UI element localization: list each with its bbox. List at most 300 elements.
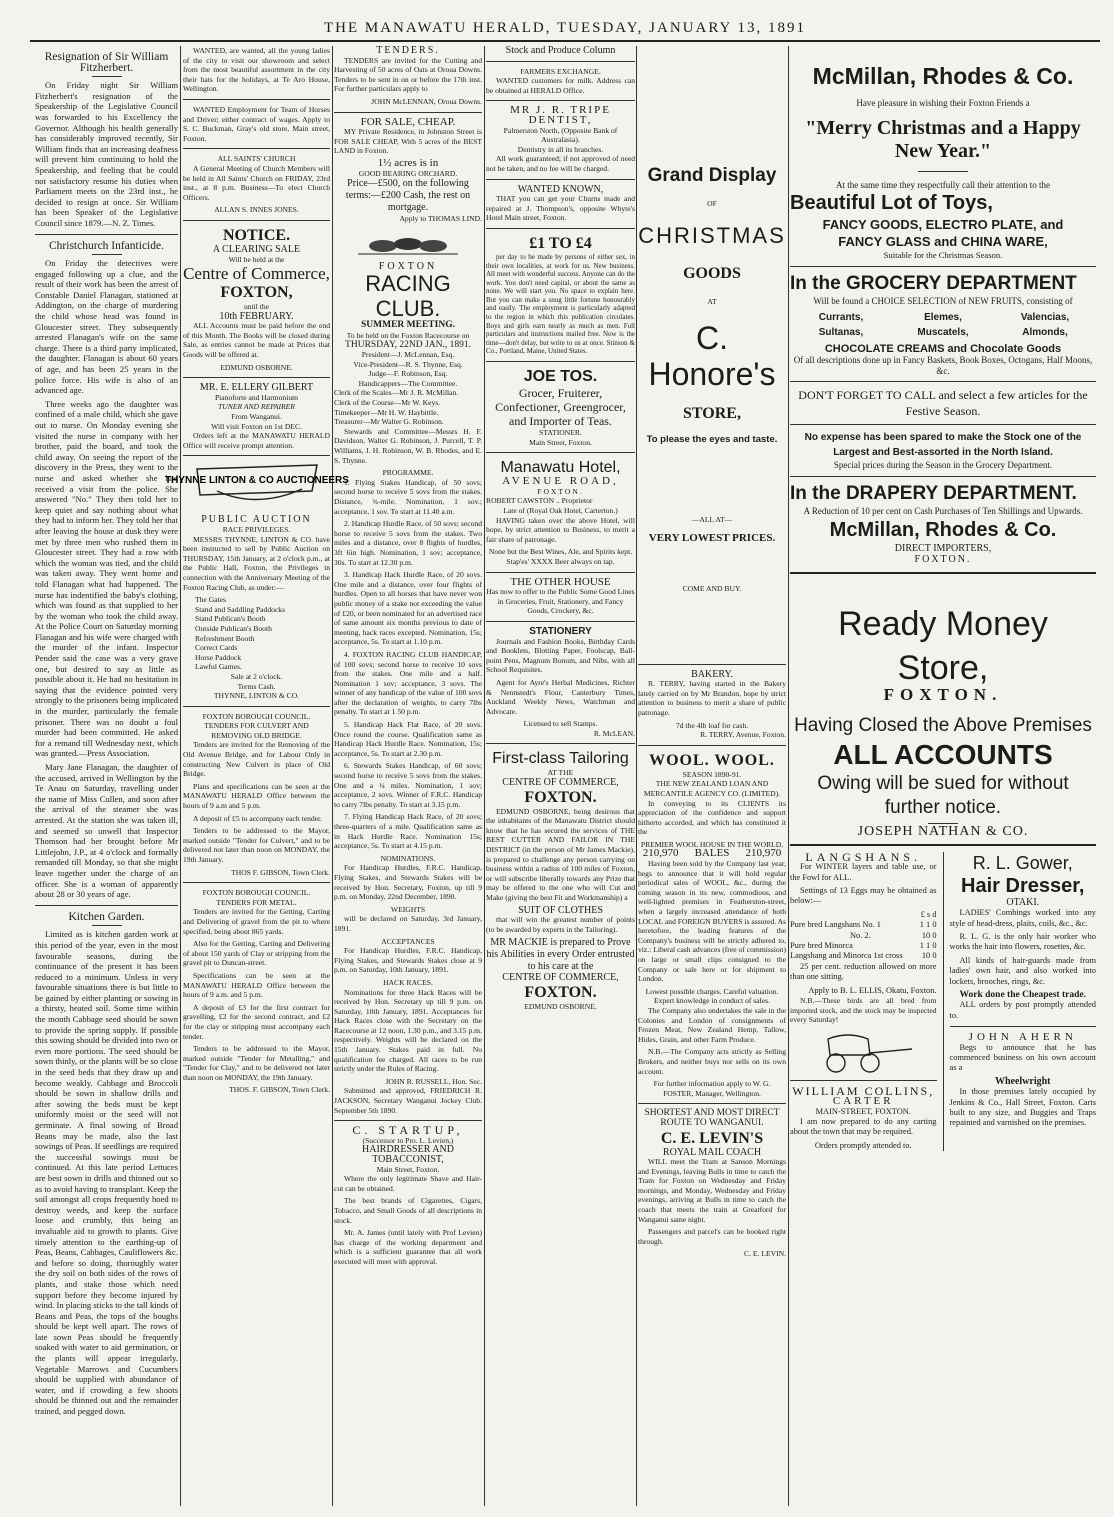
- ad-text: (Successor to Pro. L. Levien,): [362, 1135, 454, 1145]
- ad-heading: MR. E. ELLERY GILBERT: [199, 382, 314, 394]
- ad-heading: WOOL. WOOL.: [649, 751, 775, 769]
- ad-text: DIRECT IMPORTERS,: [894, 543, 992, 555]
- fruit-item: Elemes,: [924, 312, 962, 324]
- ad-text: WANTED, are wanted, all the young ladies of the city to visit our showroom and select from the most beautiful assortment in the city their hats for the holidays, at Te Aro House, Wellington.: [183, 46, 330, 94]
- divider: [486, 100, 635, 101]
- price-value: 10 0: [921, 951, 937, 961]
- programme-item: 1. Flying Stakes Handicap, of 50 sovs; second horse to receive 5 sovs from the stakes. Distance, ¾-mile. Nomination, 1 sov.; acceptance, 1 sov. To start at 11.40 a.m.: [334, 477, 482, 516]
- ad-text: Have pleasure in wishing their Foxton Friends a: [856, 98, 1030, 108]
- divider: [950, 1026, 1097, 1027]
- ad-text: MY Private Residence, in Johnston Street is FOR SALE CHEAP, With 5 acres of the BEST LAND in Foxton.: [334, 127, 482, 156]
- ad-text: Special prices during the Season in the Grocery Department.: [833, 460, 1053, 471]
- ad-text: EDMUND OSBORNE, being desirous that the inhabitants of the Manawatu District should know that he has secured the services of THE BEST CUTTER AND FAILOR IN THE DISTRICT (in the person of Mr James Mackie), is prepared to challenge any person carrying on business within a radius of 100 miles of Foxton, or will subscribe liberally towards any Prize that may be offered to the one who will Cut and Make (giving the best Fit and Workmanship) a: [486, 806, 635, 902]
- ad-text: Tenders to be addressed to the Mayor, marked outside "Tender for Culvert," and to be delivered not later than noon on MONDAY, the 19th January.: [183, 826, 330, 864]
- ad-text: Suitable for the Christmas Season.: [883, 250, 1003, 261]
- divider: [790, 424, 1096, 425]
- divider: [790, 1080, 937, 1081]
- column-3: [334, 46, 482, 1506]
- ad-text: ROBERT CAWSTON .. Proprietor: [486, 496, 593, 506]
- ad-text: AT: [707, 296, 717, 306]
- ad-subheading: ROYAL MAIL COACH: [662, 1146, 762, 1158]
- ad-text: Submitted and approved, FRIEDRICH R. JACKSON, Secretary Wanganui Jockey Club. September 5th 1890.: [334, 1086, 482, 1115]
- divider: [486, 572, 635, 573]
- ad-text: A Reduction of 10 per cent on Cash Purchases of Ten Shillings and Upwards.: [803, 505, 1083, 516]
- ad-text: Palmerston North, (Opposite Bank of Australasia).: [503, 125, 618, 145]
- bales-label: BALES: [694, 847, 730, 860]
- divider: [638, 1103, 786, 1104]
- ad-signature: R. McLEAN.: [593, 728, 635, 738]
- ad-text: Specifications can be seen at the MANAWATU HERALD Office between the hours of 9 a.m. and 5 p.m.: [183, 970, 330, 1000]
- ad-heading: FOR SALE, CHEAP.: [360, 115, 456, 128]
- ad-text: PREMIER WOOL HOUSE IN THE WORLD,: [640, 839, 784, 849]
- ad-text: The Company also undertakes the sale in the Colonies and London of consignments of Frozen Meat, New Zealand Hemp, Tallow, Hides, Grain, and other Farm Produce.: [638, 1005, 786, 1044]
- price-label: Langshang and Minorca 1st cross: [790, 951, 903, 961]
- fruit-list: [790, 310, 1096, 340]
- column-divider: [332, 46, 333, 1506]
- list-item: Horse Paddock: [195, 652, 242, 662]
- official: Clerk of the Course—Mr W. Keys.: [334, 398, 441, 408]
- ad-heading: Ready Money Store,: [838, 604, 1048, 687]
- ad-subheading: SUMMER MEETING.: [361, 320, 455, 331]
- fruit-item: Almonds,: [1022, 327, 1068, 339]
- ad-text: that will win the greatest number of points (to be awarded by experts in the Tailoring).: [486, 915, 635, 934]
- divider: [183, 455, 330, 456]
- programme-item: 6. Stewards Stakes Handicap, of 60 sovs; second horse to receive 5 sovs from the stakes. One and a ¼ miles. Nomination, 1 sov; acceptance, 2 sovs. Winner of F.R.C. Handicap to carry 7lbs penalty. To start at 3.15 p.m.: [334, 761, 482, 809]
- ad-signature: THYNNE, LINTON & CO.: [213, 691, 300, 701]
- firm-name: McMillan, Rhodes & Co.: [812, 63, 1074, 89]
- price-header: £ s d: [920, 909, 937, 919]
- divider: [183, 99, 330, 100]
- ad-heading: C. E. LEVIN'S: [660, 1129, 764, 1147]
- ad-signature: EDMUND OSBORNE.: [524, 1001, 597, 1011]
- ad-text: until the: [243, 302, 270, 312]
- ad-heading: PUBLIC AUCTION: [201, 514, 312, 526]
- divider: [92, 254, 122, 255]
- ad-text: STATIONER.: [539, 428, 582, 438]
- divider: [35, 234, 178, 235]
- ad-text: The best brands of Cigarettes, Cigars, Tobacco, and Small Goods of all descriptions in stock.: [334, 1196, 482, 1225]
- ad-heading: CHRISTMAS: [638, 222, 786, 248]
- ad-text: Will be found a CHOICE SELECTION of NEW FRUITS, consisting of: [813, 295, 1073, 306]
- ad-heading: In the GROCERY DEPARTMENT: [790, 272, 1077, 294]
- ad-signature: EDMUND OSBORNE.: [220, 362, 293, 372]
- ad-signature: JOHN McLENNAN, Oroua Downs.: [371, 96, 482, 106]
- ad-text: In those premises lately occupied by Jenkins & Co., Hall Street, Foxton. Carts built to any size, and Buggies and Traps repainted and varnished on the premises.: [949, 1087, 1096, 1128]
- ad-text: —ALL AT—: [691, 514, 733, 524]
- ad-text: OF: [707, 199, 717, 208]
- ad-text: 1½ acres is in: [377, 156, 439, 169]
- ad-text: All work guaranteed; if not approved of need not be taken, and no fee will be charged.: [486, 154, 635, 173]
- auction-list: [183, 595, 330, 672]
- list-item: The Gates: [195, 595, 226, 605]
- masthead: [30, 20, 1100, 37]
- article-heading: Kitchen Garden.: [68, 910, 145, 923]
- langshans-ad: [790, 849, 937, 1152]
- ad-text: A deposit of £3 for the first contract for gravelling, £2 for the second contract, and £2 for the clay or stripping must accompany each tender.: [183, 1002, 330, 1041]
- ad-text: Journals and Fashion Books, Birthday Cards and Booklets, Blotting Paper, Foolscap, Ball-point Pens, Magnum Bonum, and Nibs, with all School Requisites.: [486, 636, 635, 675]
- ad-signature: Apply to THOMAS LIND.: [399, 214, 482, 224]
- divider: [486, 61, 635, 62]
- ad-heading: THE OTHER HOUSE: [510, 575, 611, 588]
- article-text: On Friday night Sir William Fitzherbert's resignation of the Speakership of the Legislative Council was forwarded to his Excellency the Governor. Although his health generally has considerably improved recently, Sir William finds that an increasing deafness will prevent him continuing to hold the Speakership, and feeling that he could not satisfactory resume his duties when Parliament meets on the 23rd inst., he decided to resign at once. Sir William has been Speaker of the Legislative Council since 1879.—N. Z. Times.: [35, 80, 178, 228]
- ad-text: Begs to announce that he has commenced business on his own account as a: [949, 1042, 1096, 1073]
- price-label: No. 2.: [850, 930, 871, 940]
- price-row: [790, 941, 937, 951]
- ad-text: To be held on the Foxton Racecourse on: [346, 330, 470, 340]
- ad-subheading: Having Closed the Above Premises: [794, 715, 1092, 737]
- price-value: 1 1 0: [919, 920, 937, 930]
- ad-heading: VERY LOWEST PRICES.: [648, 532, 776, 545]
- ad-text: R. L. G. is the only hair worker who works the hair into flowers, rosettes, &c.: [949, 931, 1096, 952]
- ad-heading: BAKERY.: [691, 668, 733, 680]
- racehorses-illustration: [353, 228, 463, 258]
- ad-text: Lowest possible charges. Careful valuation. Expert knowledge in conduct of sales.: [645, 986, 779, 1006]
- ad-subheading: ACCEPTANCES: [381, 936, 435, 946]
- ad-text: WILL meet the Tram at Sanson Mornings and Evenings, leaving Bulls in time to catch the Tram for Foxton on Wednesday and Friday mornings, and Monday, Wednesday and Friday evenings, arriving at Bulls in time to catch the coach that meets the train at Greatford for Wanganui same night.: [638, 1157, 786, 1224]
- divider: [790, 844, 1096, 846]
- ad-heading: WANTED KNOWN,: [517, 183, 604, 195]
- ad-text: Will be held at the: [228, 254, 285, 264]
- ad-heading: FOXTON BOROUGH COUNCIL.: [202, 888, 311, 898]
- column-divider: [484, 46, 485, 1506]
- section-heading: Stock and Produce Column: [505, 45, 616, 56]
- ad-subheading: THE NEW ZEALAND LOAN AND MERCANTILE AGENCY CO. (LIMITED).: [643, 779, 781, 798]
- ad-text: 7d the 4lb loaf for cash.: [675, 720, 749, 730]
- ad-signature: JOHN R. RUSSELL, Hon. Sec.: [385, 1076, 482, 1086]
- ad-text: Mr. A. James (until lately with Prof Levien) has charge of the working department and which is a sufficient guarantee that all work executed will meet with approval.: [334, 1228, 482, 1266]
- price-label: Pure bred Langshans No. 1: [790, 920, 881, 930]
- column-divider: [636, 46, 637, 1506]
- ad-heading: FOXTON.: [524, 983, 597, 1001]
- article-text: Three weeks ago the daughter was confined of a male child, which she gave out to nurse. On Monday evening she visited the nurse in company with her brother, paid the board, and took the child away. On seeing the report of the discovery in the Press, they went to the nurse and asked whether she had received a visit from the police. She answered "No." They then told her to keep quiet and say nothing about what they had to inform her. They told her that after leaving the house at dusk they were met by three men who rushed them in Gloucester street. They had a row with which the woman was tied, and the child was taken away. They went home and told Flanagan what had happened. The nurse has indentified the baby's clothing, which was found as that supplied to her by the woman who took the child away. At the Police Court on Saturday morning Flanagan and his wife were charged with the murder of the infant. Inspector Pender said the case was a very grave one, but desired to say as little as possible about it. He had no hesitation in saying that the evidence pointed very strongly to the prisoners being implicated in the murder, particularly the female prisoner. There was no doubt a foul murder had been committed. He asked for a remand till Wednesday next, which was granted.—Press Association.: [35, 398, 178, 759]
- list-item: Correct Cards: [195, 643, 238, 653]
- divider: [486, 179, 635, 180]
- official: Vice-President—R. S. Thynne, Esq.: [353, 359, 463, 369]
- ad-heading: Grand Display: [647, 165, 777, 186]
- ad-text: Plans and specifications can be seen at the MANAWATU HERALD Office between the hours of 9 a.m and 5 p.m.: [183, 781, 330, 811]
- ad-subheading: FANCY GOODS, ELECTRO PLATE, and: [822, 217, 1064, 233]
- ad-heading: FOXTON BOROUGH COUNCIL.: [202, 711, 311, 721]
- ad-heading: TENDERS.: [376, 45, 440, 56]
- article-text: Mary Jane Flanagan, the daughter of the accused, arrived in Wellington by the Te Anau on Saturday, travelling under the name of Miss Cullen, and soon after the arrival of the steamer she was arrested. At the station she was taken ill, and seemed so unwell that Inspector Thomson had her brought before Mr Littlejohn, J.P., at 4 o'clock and formally remanded till Monday, so that she might leave together under the charge of an officer. She is a woman of apparently about 28 or 30 years of age.: [35, 762, 178, 900]
- ad-text: ALL Accounts must be paid before the end of this Month. The Books will be closed during Sale, as entries cannot be made at Prices that Goods will be offered at.: [183, 321, 330, 360]
- ad-text: For Handicap Hurdles, F.R.C. Handicap, Flying Stakes, and Stewards Stakes will be received by Hon. Secretary, Foxton, up till 9 p.m. on Monday, 22nd December, 1890.: [334, 863, 482, 902]
- ad-text: Work done the Cheapest trade.: [959, 989, 1086, 1000]
- ad-text: DON'T FORGET TO CALL and select a few articles for the Festive Season.: [798, 388, 1088, 419]
- ad-text: I am now prepared to do any carting about the town that may be required.: [790, 1117, 937, 1137]
- ad-text: From Wanganui.: [231, 412, 282, 422]
- ad-subheading: A CLEARING SALE: [212, 243, 301, 255]
- ad-heading: FOXTON.: [524, 788, 597, 806]
- fruit-item: Sultanas,: [818, 327, 864, 339]
- ad-text: Terms Cash.: [237, 681, 276, 691]
- ad-text: Orders left at the MANAWATU HERALD Office will receive prompt attention.: [183, 431, 330, 450]
- ad-text: Stewards and Committee—Messrs H. F. Davidson, Walter G. Robinson, J. Purcell, T. P. Williams, J. H. Robinson, W. B. Rhodes, and E. S. Thynne.: [334, 426, 482, 465]
- article-heading: Christchurch Infanticide.: [49, 239, 164, 252]
- ad-date: 10th FEBRUARY.: [219, 310, 294, 322]
- ad-heading: FARMERS EXCHANGE.: [520, 66, 601, 76]
- ad-heading: Hair Dresser,: [961, 874, 1085, 897]
- ad-signature: ALLAN S. INNES JONES.: [214, 205, 299, 215]
- ad-text: To please the eyes and taste.: [646, 434, 778, 446]
- divider: [334, 1120, 482, 1121]
- ad-text: No expense has been spared to make the Stock one of the Largest and Best-assorted in the North Island.: [804, 432, 1082, 459]
- ad-heading: JOHN AHERN: [968, 1031, 1077, 1044]
- divider: [486, 361, 635, 362]
- ad-text: per day to be made by persons of either sex, in their own localities, at work for us. New business. All meet with wonderful success. Anyone can do the work. You don't need capital, or about the same as none. We will start you. No space to explain here. But you can make a snug little fortune honourably and easily. The employment is particularly adapted to the region in which this publication circulates. Boys and girls earn nearly as much as men. Full particulars and instructions mailed free. Now is the time—don't delay, but write to us at once. Stinson & Co., Portland, Maine, United States.: [486, 252, 635, 356]
- spacer: [638, 46, 786, 166]
- price-value: 10 0: [921, 930, 937, 940]
- gower-ad: [943, 852, 1097, 1152]
- ad-text: N.B.—These birds are all bred from imported stock, and the stock may be inspected every Saturday!: [790, 996, 937, 1025]
- fruit-item: Muscatels,: [917, 327, 969, 339]
- divider: [486, 743, 635, 744]
- ad-subheading: NOMINATIONS.: [380, 853, 436, 863]
- ad-text: Price—£500, on the following terms:—£200 Cash, the rest on mortgage.: [345, 178, 471, 214]
- ad-heading: ALL ACCOUNTS: [833, 739, 1053, 771]
- ad-heading: Beautiful Lot of Toys,: [790, 192, 993, 215]
- ad-text: TENDERS are invited for the Cutting and Harvesting of 50 acres of Oats at Oroua Downs. Tenders to be sent in on or before the 17th inst. For further particulars apply to: [334, 55, 482, 94]
- spacer: [638, 544, 786, 584]
- ad-subheading: RACE PRIVILEGES.: [222, 525, 291, 534]
- divider: [183, 882, 330, 883]
- ad-heading: In the DRAPERY DEPARTMENT.: [790, 482, 1077, 504]
- price-label: Pure bred Minorca: [790, 940, 853, 950]
- divider: [638, 664, 786, 665]
- ad-text: AT THE: [547, 768, 574, 778]
- programme-item: 7. Flying Handicap Hack Race, of 20 sovs; three-quarters of a mile. Qualification same as in Hack Hurdle Race. Nomination 15s; acceptance, 5s. To start at 4.15 p.m.: [334, 812, 482, 851]
- ad-heading: FOXTON,: [220, 284, 293, 302]
- ad-text: will be declared on Saturday, 3rd January, 1891.: [334, 914, 482, 933]
- price-row: [790, 931, 937, 941]
- ad-subheading: TENDERS FOR CULVERT AND REMOVING OLD BRIDGE.: [204, 721, 309, 740]
- ad-text: None but the Best Wines, Ale, and Spirits kept.: [488, 547, 633, 557]
- ad-signature: JOSEPH NATHAN & CO.: [857, 824, 1029, 840]
- list-item: Refreshment Booth: [195, 633, 255, 643]
- programme-item: 2. Handicap Hurdle Race, of 50 sovs; second horse to receive 5 sovs from the stakes. Two miles and a distance, over 8 flights of hurdles, 3ft 6in high. Nomination, 1 sov; acceptance, 30s. To start at 12.30 p.m.: [334, 519, 482, 567]
- ad-subheading: CHOCOLATE CREAMS and Chocolate Goods: [824, 343, 1062, 356]
- column-divider: [788, 46, 789, 1506]
- ad-text: Settings of 13 Eggs may be obtained as below:—: [790, 885, 937, 906]
- masthead-title: THE MANAWATU HERALD, TUESDAY, JANUARY 13, 1891: [323, 20, 807, 36]
- ad-text: For WINTER layers and table use, or the Fowl for ALL.: [790, 862, 937, 882]
- divider: [183, 220, 330, 221]
- official: Handicappers—The Committee.: [358, 378, 458, 388]
- ad-subheading: WEIGHTS: [390, 904, 426, 914]
- ad-text: MESSRS THYNNE, LINTON & CO. have been instructed to sell by Public Auction on THURSDAY, 15th January, at 2 o'clock p.m., at the Public Hall, Foxton, the Privileges in connection with the Anniversary Meeting of the Foxton Racing Club, as under:—: [183, 534, 330, 592]
- ad-heading: LANGSHANS.: [805, 849, 922, 864]
- ad-text: FOXTON.: [914, 553, 972, 565]
- divider: [486, 452, 635, 453]
- ad-heading: GOODS: [683, 264, 741, 282]
- bales-row: [638, 849, 786, 859]
- ad-text: WANTED Employment for Team of Horses and Driver; either contract of wages. Apply to S. C. Buckman, Gray's old store, Main street, Foxton.: [183, 104, 330, 143]
- ad-text: A deposit of £5 to accompany each tender.: [193, 813, 323, 823]
- ad-text: ALL orders by post promptly attended to.: [949, 1000, 1096, 1020]
- ad-text: LADIES' Combings worked into any style of head-dress, plaits, coils, &c., &c.: [949, 908, 1096, 928]
- column-6: [790, 46, 1096, 1506]
- divider: [183, 706, 330, 707]
- ad-subheading: TENDERS FOR METAL.: [216, 897, 297, 907]
- ad-text: Agent for Ayre's Herbal Medicines, Richter & Nennstedt's Flour, Canterbury Times, Auckland Weekly News, Watchman and Advocate.: [486, 677, 635, 716]
- spacer: [638, 445, 786, 515]
- ad-text: TUNER AND REPAIRER: [218, 402, 295, 412]
- ad-date: THURSDAY, 22ND JAN., 1891.: [345, 339, 471, 350]
- ad-text: Main Street, Foxton.: [529, 437, 592, 447]
- auctioneers-banner-logo: [164, 461, 349, 511]
- firm-name: McMillan, Rhodes & Co.: [829, 519, 1057, 542]
- official: President—J. McLennan, Esq.: [361, 350, 455, 360]
- ad-text: Having been sold by the Company last year, begs to announce that it will hold regular periodical sales of WOOL, &c., during the coming season in its new, commodious, and well-lighted premises in Featherston-street, when a largely increased attendance of both LOCAL and FOREIGN BUYERS is assured. As heretofore, the leading features of the Company's business will be strictly adhered to, viz.: Liberal cash advances (free of commission) on large or small clips consigned to the Company or sale here or for shipment to London.: [638, 859, 787, 984]
- bales-left: 210,970: [642, 847, 679, 860]
- divider: [790, 266, 1096, 267]
- programme-item: 5. Handicap Hack Flat Race, of 20 sovs. Once round the course. Qualification same as Handicap Hack Hurdle Race. Nomination, 15s; acceptance, 5s. To start at 2.30 p.m.: [334, 720, 482, 758]
- ad-text: Has now to offer to the Public Some Good Lines in Groceries, Fruit, Stationery, and Fancy Goods, Crockery, &c.: [486, 587, 635, 616]
- ad-heading: Centre of Commerce,: [183, 264, 330, 284]
- ad-text: N.B.—The Company acts strictly as Selling Brokers, and neither buys nor sells on its own account.: [638, 1047, 786, 1076]
- article-heading: Resignation of Sir William Fitzherbert.: [44, 51, 169, 74]
- ad-subheading: OTAKI.: [1006, 896, 1040, 908]
- column-5: [638, 46, 786, 1506]
- ad-subheading: AVENUE ROAD,: [502, 475, 619, 488]
- ad-subheading: DENTIST,: [528, 113, 593, 126]
- ad-heading: NOTICE.: [222, 226, 291, 244]
- ad-text: Tenders are invited for the Removing of the Old Avenue Bridge, and for Labour Only in constructing New Culvert in place of Old Bridge.: [183, 740, 330, 779]
- divider: [183, 148, 330, 149]
- divider: [486, 621, 635, 622]
- ad-signature: C. E. LEVIN.: [744, 1249, 786, 1259]
- ad-subheading: CENTRE OF COMMERCE,: [502, 777, 619, 789]
- ad-text: All kinds of hair-guards made from ladies' own hair, and also worked into lockets, brooches, rings, &c.: [949, 955, 1096, 986]
- ad-text: Main Street, Foxton.: [376, 1164, 440, 1174]
- divider: [35, 905, 178, 906]
- ad-text: Tenders to be addressed to the Mayor, marked outside "Tender for Metalling," and "Tender for Clay," and to be delivered not later than noon on MONDAY, the 19th January.: [183, 1044, 330, 1082]
- ad-text: Sale at 2 o'clock.: [230, 671, 283, 681]
- list-item: Stand Publican's Booth: [195, 614, 266, 624]
- ad-signature: Apply to B. L. ELLIS, Okatu, Foxton.: [808, 985, 937, 995]
- price-value: 1 1 0: [919, 940, 937, 950]
- divider: [334, 112, 482, 113]
- divider: [92, 925, 122, 926]
- ad-text: R. TERRY, having started in the Bakery lately carried on by Mr Brandon, hope by strict attention to business to merit a share of public patronage.: [638, 679, 786, 717]
- column-4: [486, 46, 635, 1506]
- ad-heading: Manawatu Hotel,: [500, 459, 621, 477]
- ad-heading: £1 TO £4: [529, 234, 592, 252]
- fruit-item: Currants,: [818, 312, 864, 324]
- price-row: [790, 951, 937, 961]
- ad-signature: THOS. F. GIBSON, Town Clerk.: [229, 1085, 330, 1095]
- ad-subheading: SUIT OF CLOTHES: [518, 904, 603, 916]
- divider: [918, 171, 968, 172]
- price-row: [790, 920, 937, 930]
- list-item: Lawful Games.: [195, 662, 242, 672]
- ad-text: HAVING taken over the above Hotel, will hope, by strict attention to Business, to merit a fair share of patronage.: [486, 515, 635, 544]
- divider: [183, 377, 330, 378]
- ad-text: Orders promptly attended to.: [814, 1140, 912, 1150]
- banner-text: THYNNE LINTON & CO AUCTIONEERS: [164, 475, 349, 487]
- divider: [92, 76, 122, 77]
- divider: [790, 381, 1096, 382]
- ad-subheading: CENTRE OF COMMERCE,: [502, 972, 619, 984]
- ad-heading: FOXTON.: [883, 684, 1003, 704]
- ad-subheading: CARTER: [832, 1095, 894, 1108]
- ad-heading: JOE TOS.: [523, 368, 598, 386]
- ad-text: At the same time they respectfully call their attention to the: [836, 179, 1050, 190]
- ad-heading: RACING CLUB.: [365, 271, 451, 322]
- divider: [790, 572, 1096, 574]
- ad-text: For Handicap Hurdles, F.R.C. Handicap, Flying Stakes, and Stewards Stakes close at 9 p.m. on Saturday, 10th January, 1891.: [334, 946, 482, 975]
- ad-text: SEASON 1890-91.: [682, 769, 742, 779]
- official: Judge—F. Robinson, Esq.: [368, 369, 448, 379]
- ad-text: Late of (Royal Oak Hotel, Carterton.): [503, 506, 618, 515]
- ad-text: Dentistry in all its branches.: [517, 144, 604, 154]
- column-divider: [180, 46, 181, 1506]
- ad-subheading: HACK RACES.: [383, 977, 433, 987]
- bottom-ads: [790, 849, 1096, 1152]
- ad-text: FOXTON.: [537, 486, 584, 496]
- ad-subheading: PROGRAMME.: [382, 468, 434, 478]
- list-item: Stand and Saddling Paddocks: [195, 604, 286, 614]
- ad-text: Tenders are invited for the Getting, Carting and Delivering of gravel from the pit to where specified, being about 865 yards.: [183, 907, 330, 936]
- ad-text: Passengers and parcel's can be booked right through.: [638, 1227, 786, 1246]
- column-2: [164, 46, 349, 1506]
- article-text: On Friday the detectives were engaged following up a clue, and the result of their work has been the arrest of Constable Daniel Flanagan, stationed at Addington, on the charge of murdering the child whose head was found in Gloucester street. They subsequently arrested Flanagan's wife on the same charge. There is a third party implicated, the daughter. Flanagan is about 60 years of age, and has been 25 years in the police force. His wife is also of an advanced age.: [35, 258, 178, 396]
- ad-subheading: FANCY GLASS and CHINA WARE,: [838, 234, 1048, 250]
- ad-text: Stap'es' XXXX Beer always on tap.: [506, 556, 615, 566]
- ad-heading: C. Honore's: [648, 320, 776, 393]
- ad-heading: STORE,: [683, 405, 741, 423]
- official: Clerk of the Scales—Mr J. R. McMillan.: [334, 388, 459, 398]
- ad-signature: R. TERRY, Avenue, Foxton.: [700, 730, 786, 740]
- ad-text: WANTED customers for milk. Address can be obtained at HERALD Office.: [486, 76, 635, 95]
- ad-text: For further information apply to W. G. FOSTER, Manager, Wellington.: [653, 1079, 771, 1098]
- ad-text: Will visit Foxton on 1st DEC.: [211, 421, 302, 431]
- ad-heading: C. STARTUP,: [352, 1123, 464, 1138]
- ad-text: Nominations for three Hack Races will be received by Hon. Secretary up till 9 p.m. on Saturday, 10th January, 1891. Acceptances for Hack Races close with the Secretary on the Racecourse at 12 noon, 1.30 p.m., and 3.15 p.m. respectively. Weights will be declared on the 15th January. Stakes paid in full. No qualification fee charged. All races to be run strictly under the Rules of Racing.: [334, 987, 482, 1074]
- ad-heading: STATIONERY: [529, 625, 592, 637]
- ad-heading: MR J. R. TRIPE: [510, 104, 611, 117]
- carriage-illustration: [808, 1029, 918, 1075]
- fruit-item: Valencias,: [1020, 312, 1070, 324]
- article-text: Limited as is kitchen garden work at this period of the year, even in the most favourable seasons, during the continuance of the present it has been reduced to a minimum. Unless in very favourable situations there is but little to be gained by either planting or sowing in a thirsty, heated soil. Some time within the month Cabbage seed should be sown to provide the spring supply. If possible this sowing should be divided into two or even more portions. The seed should be sown thinly, or the plants will be so close in the seed beds that they draw up and become weakly. Cabbage and Broccoli should be sown in shallow drills and after sowing the beds must be kept uniformly moist or the seed will not germinate. A final sowing of Broad Beans may be made, also the last sowings of Peas. If seedlings are required the successful sowings must be continued. At this late period Lettuces are best sown in drills and thinned out so as to avoid having to transplant. Keep the soil amongst all crops frequently hoed to destroy weeds, and keep the surface loose and crumbly, this being an invaluable aid to growth to plants. Give timely attention to the earthing-up of Peas, Beans, Cabbages, Cauliflowers &c. and before so doing, thoroughly water the dry soil on both sides of the rows of plants, and stake those which need support before they become injured by wind. In placing sticks to the tall kinds of Beans and Peas, the tops of the boughs should be kept well apart. The rows of late sown Peas should be frequently soaked with water to aid germination, or the plants will appear irregularly. Vegetable Marrows and Cucumbers should be supplied with abundance of water, and if crowding a few shoots should be thinned out and the remainder trained, and pegged down.: [35, 929, 178, 1417]
- divider: [638, 745, 786, 746]
- ad-text: MAIN-STREET, FOXTON.: [815, 1106, 911, 1116]
- list-item: Outside Publican's Booth: [195, 623, 272, 633]
- ad-text: A General Meeting of Church Members will be held in All Saints' Church on FRIDAY, 23rd inst., at 8 p.m. Business—To elect Church Officers.: [183, 163, 330, 202]
- programme-item: 4. FOXTON RACING CLUB HANDICAP, of 100 sovs; second horse to receive 10 sovs from the stakes. One mile and a half. Nomination 1 sov; acceptance, 3 sovs. The winner of any handicap of the value of 100 sovs after the declaration of weights, to carry 7lbs penalty. To start at 1 50 p.m.: [334, 649, 482, 717]
- ad-text: Also for the Getting, Carting and Delivering of about 150 yards of Clay or stripping from the gravel pit to Duncan-street.: [183, 939, 330, 968]
- ad-heading: First-class Tailoring: [492, 750, 629, 768]
- ad-heading: WILLIAM COLLINS,: [792, 1083, 935, 1098]
- ad-heading: R. L. Gower,: [972, 852, 1073, 873]
- ad-text: Pianoforte and Harmonium: [214, 392, 299, 402]
- ad-text: In conveying to its CLIENTS its appreciation of the confidence and support hitherto accorded, and which has constituted it the: [638, 798, 786, 837]
- ad-subheading: Grocer, Fruiterer, Confectioner, Greengrocer, and Importer of Teas.: [495, 386, 626, 429]
- official: Timekeeper—Mr H. W. Haybittle.: [334, 407, 439, 417]
- column-1: [35, 46, 178, 1506]
- ad-heading: FOXTON: [378, 260, 438, 272]
- ad-subheading: Owing will be sued for without further notice.: [817, 773, 1069, 819]
- ad-text: COME AND BUY.: [682, 583, 742, 593]
- ad-text: Licensed to sell Stamps.: [523, 719, 598, 729]
- official: Treasurer—Mr Walter G. Robinson.: [334, 417, 444, 427]
- bales-right: 210,970: [745, 847, 782, 860]
- ad-heading: "Merry Christmas and a Happy New Year.": [805, 116, 1081, 162]
- programme-item: 3. Handicap Hack Hurdle Race, of 20 sovs. One mile and a distance, over four flights of hurdles. Open to all horses that have never won public money of a stake not exceeding the value of £20, or been nominated for an advertised race of same amount six months previous to date of meeting, hack races excepted. Nomination, 15s; acceptance, 5s. To start at 1.10 p.m.: [334, 570, 482, 647]
- ad-heading: SHORTEST AND MOST DIRECT ROUTE TO WANGANUI.: [644, 1108, 780, 1128]
- ad-text: 25 per cent. reduction allowed on more than one sitting.: [790, 961, 937, 982]
- ad-heading: ALL SAINTS' CHURCH: [217, 154, 296, 164]
